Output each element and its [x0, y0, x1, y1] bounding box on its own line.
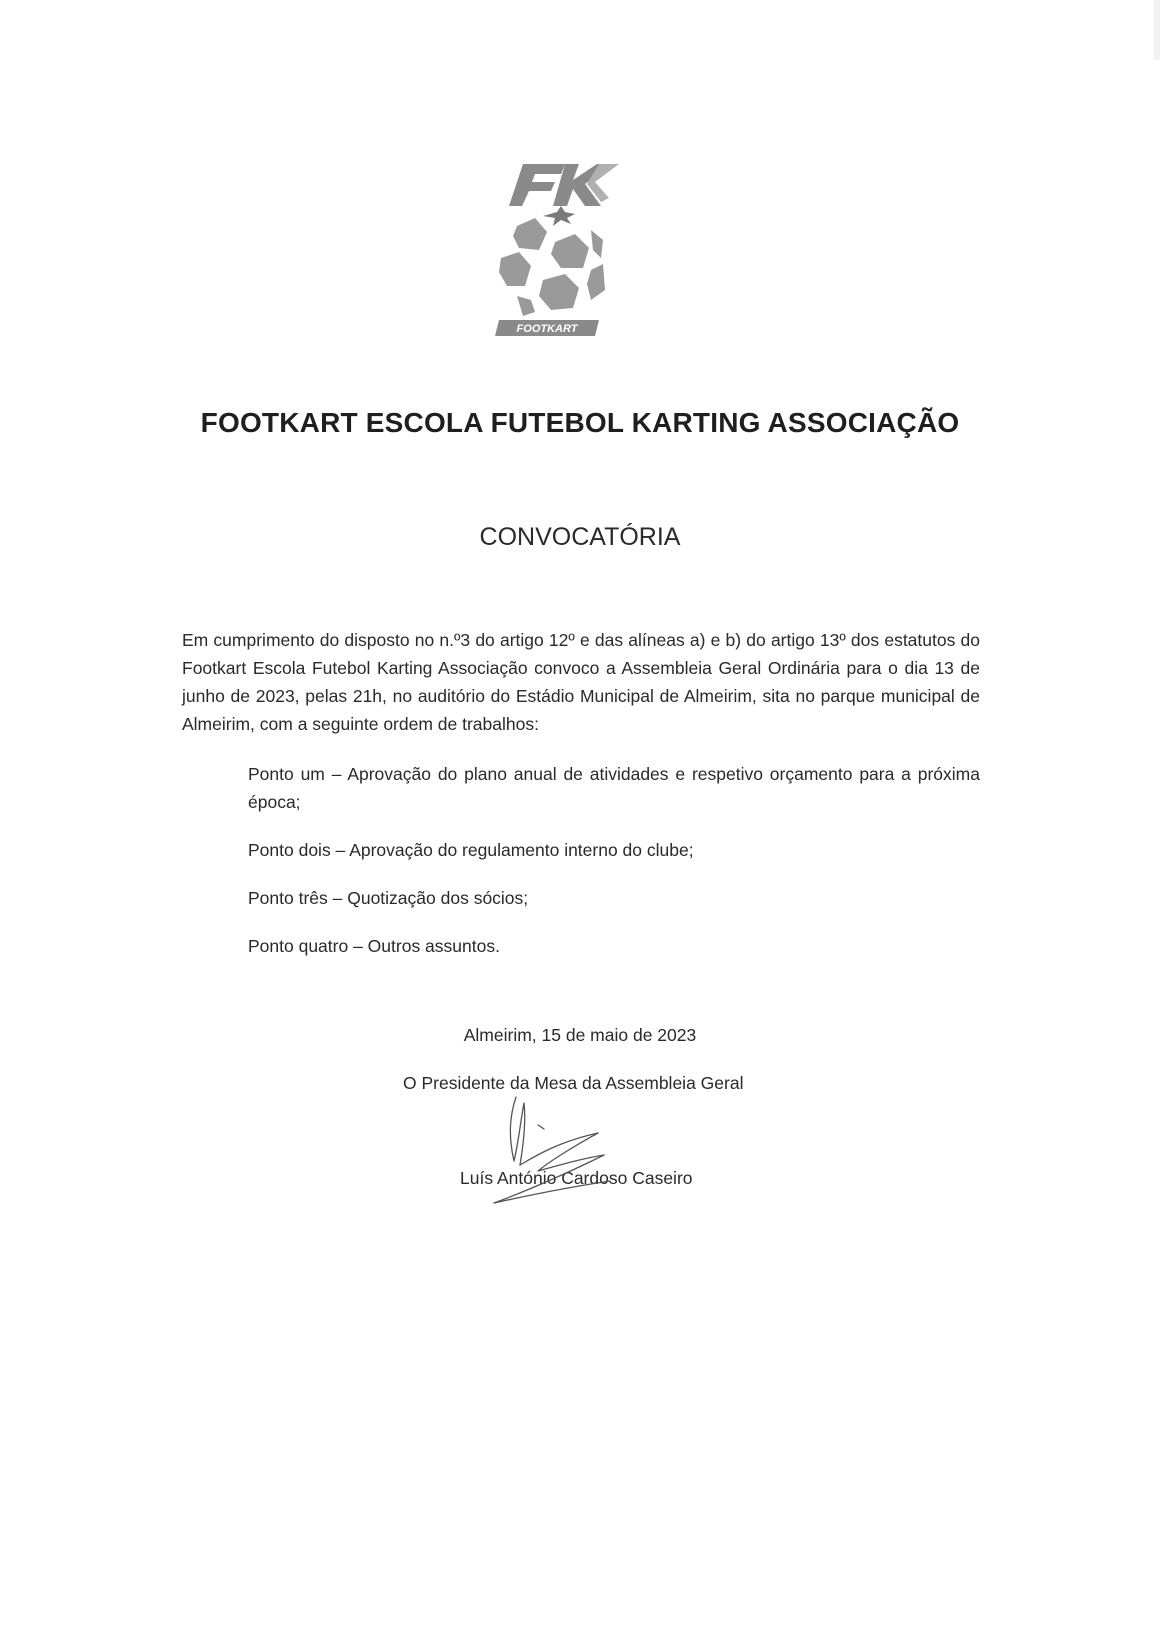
footkart-banner	[495, 320, 599, 336]
agenda-item: Ponto um – Aprovação do plano anual de atividades e respetivo orçamento para a próxima época;	[248, 764, 980, 812]
agenda-item: Ponto dois – Aprovação do regulamento interno do clube;	[248, 840, 694, 860]
organization-title: FOOTKART ESCOLA FUTEBOL KARTING ASSOCIAÇÃO	[200, 407, 960, 438]
scan-edge-mark	[1154, 0, 1160, 60]
fk-monogram	[509, 164, 619, 206]
kart-figure-icon	[543, 206, 575, 226]
document-title: CONVOCATÓRIA	[479, 523, 681, 551]
soccer-ball-logo-icon	[495, 160, 655, 360]
place-date-text: Almeirim, 15 de maio de 2023	[463, 1025, 697, 1045]
role-text: O Presidente da Mesa da Assembleia Geral	[403, 1073, 744, 1093]
body-paragraph: Em cumprimento do disposto no n.º3 do artigo 12º e das alíneas a) e b) do artigo 13º dos estatutos do Footkart Escola Futebol Karting Associação convoco a Assembleia Geral Ordinária para o dia 13 de junho de 2023, pelas 21h, no auditório do Estádio Municipal de Almeirim, sita no parque municipal de Almeirim, com a seguinte ordem de trabalhos:	[182, 630, 980, 734]
ball-panels-icon	[499, 218, 605, 316]
agenda-item: Ponto quatro – Outros assuntos.	[248, 936, 500, 956]
logo-banner-text: FOOTKART	[516, 323, 578, 335]
handwritten-signature-icon	[480, 1085, 620, 1225]
signer-text: Luís António Cardoso Caseiro	[460, 1168, 693, 1188]
place-and-date	[0, 1025, 1160, 1046]
agenda-item: Ponto três – Quotização dos sócios;	[248, 888, 529, 908]
